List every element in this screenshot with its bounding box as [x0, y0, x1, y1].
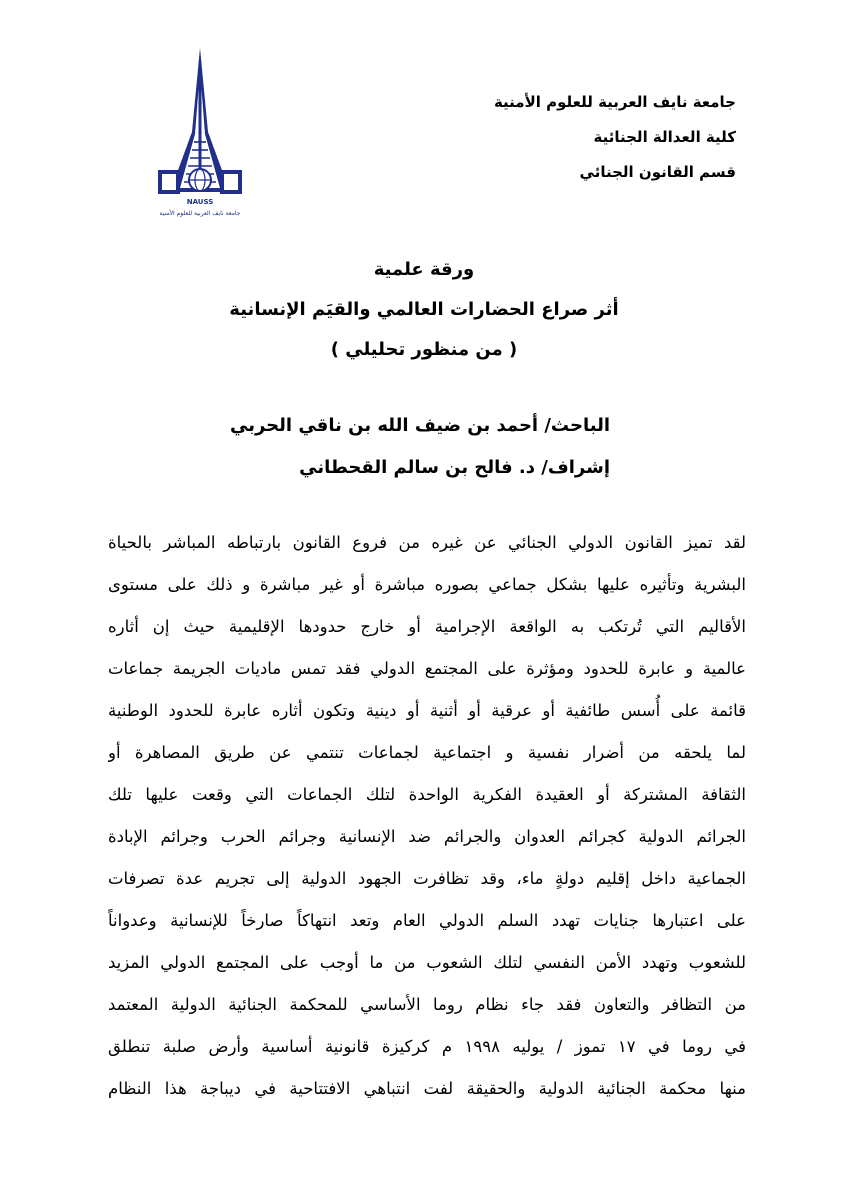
body-line: من التظافر والتعاون فقد جاء نظام روما الأساسي للمحكمة الجنائية الدولية المعتمد: [108, 995, 746, 1014]
college-name: كلية العدالة الجنائية: [593, 128, 736, 146]
document-title: أثر صراع الحضارات العالمي والقيَم الإنسانية: [229, 299, 619, 320]
document-subtitle: ( من منظور تحليلي ): [330, 339, 518, 360]
institution-header: [376, 93, 736, 198]
department-name: قسم القانون الجنائي: [579, 163, 736, 181]
logo-caption: NAUSS: [186, 198, 214, 206]
body-line: عالمية و عابرة للحدود ومؤثرة على المجتمع الدولي فقد تمس ماديات الجريمة جماعات: [108, 659, 746, 678]
university-name: جامعة نايف العربية للعلوم الأمنية: [493, 93, 736, 111]
university-logo: [150, 42, 250, 220]
logo-caption-arabic: جامعة نايف العربية للعلوم الأمنية: [159, 210, 241, 217]
body-line: في روما في ١٧ تموز / يوليه ١٩٩٨ م كركيزة قانونية أساسية وأرض صلبة تنطلق: [108, 1037, 746, 1056]
body-line: منها محكمة الجنائية الدولية والحقيقة لفت انتباهي الافتتاحية في ديباجة هذا النظام: [108, 1079, 746, 1098]
researcher-name: الباحث/ أحمد بن ضيف الله بن ناقي الحربي: [230, 415, 610, 436]
body-line: البشرية وتأثيره عليها بشكل جماعي بصوره مباشرة أو غير مباشرة و ذلك على مستوى: [108, 575, 746, 594]
nauss-emblem-icon: [150, 42, 250, 220]
body-line: لما يلحقه من أضرار نفسية و اجتماعية لجماعات تنتمي عن طريق المصاهرة أو: [108, 743, 746, 762]
body-line: الجماعية داخل إقليم دولةٍ ماء، وقد تظافرت الجهود الدولية إلى تجريم عدة تصرفات: [108, 869, 746, 888]
body-line: للشعوب وتهدد الأمن النفسي لتلك الشعوب من ما أوجب على المجتمع الدولي المزيد: [108, 953, 746, 972]
body-line: الثقافة المشتركة أو العقيدة الفكرية الواحدة لتلك الجماعات التي وقعت عليها تلك: [108, 785, 746, 804]
title-block: [0, 250, 848, 370]
authors-block: [130, 405, 610, 489]
body-line: الجرائم الدولية كجرائم العدوان والجرائم ضد الإنسانية وجرائم الحرب وجرائم الإبادة: [108, 827, 746, 846]
supervisor-name: إشراف/ د. فالح بن سالم القحطاني: [299, 457, 610, 478]
document-type: ورقة علمية: [373, 259, 475, 280]
body-paragraph: [108, 522, 746, 1110]
body-line: الأقاليم التي تُرتكب به الواقعة الإجرامية أو خارج حدودها الإقليمية حيث إن أثاره: [108, 617, 746, 636]
body-line: قائمة على أُسس طائفية أو عرقية أو أثنية أو دينية وتكون أثاره عابرة للحدود الوطنية: [108, 701, 746, 720]
body-line: لقد تميز القانون الدولي الجنائي عن غيره من فروع القانون بارتباطه المباشر بالحياة: [108, 533, 746, 552]
body-line: على اعتبارها جنايات تهدد السلم الدولي العام وتعد انتهاكاً صارخاً للإنسانية وعدواناً: [108, 911, 746, 930]
